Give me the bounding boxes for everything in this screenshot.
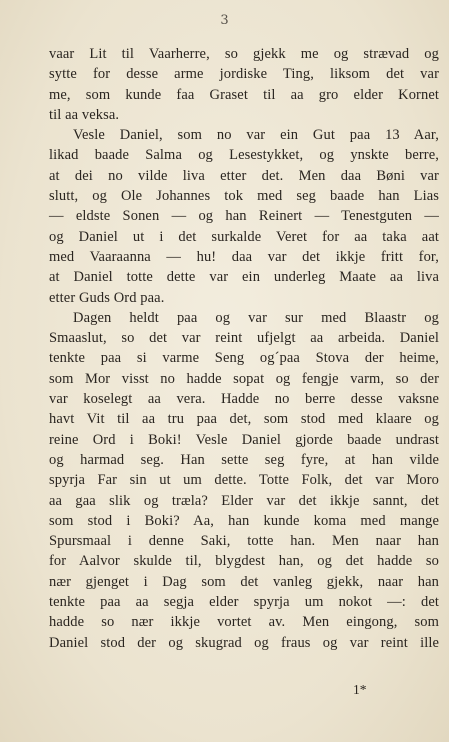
text-line: Dagen heldt paa og var sur med Blaastr og <box>73 309 439 326</box>
text-line: for Aalvor skulde til, blygdest han, og det hadde so <box>49 553 439 570</box>
text-line: likad baade Salma og Lesestykket, og ynskte berre, <box>49 147 439 164</box>
text-line: vaar Lit til Vaarherre, so gjekk me og strævad og <box>49 46 439 62</box>
text-line: spyrja Far sin ut um dette. Totte Folk, det var Moro <box>49 472 439 489</box>
text-line: med Vaaraanna — hu! daa var det ikkje fritt for, <box>49 248 439 265</box>
text-line: og harmad seg. Han sette seg fyre, at han vilde <box>49 451 439 468</box>
text-line: Daniel stod der og skugrad og fraus og var reint ille <box>49 634 439 651</box>
text-line: me, som kunde faa Graset til aa gro elder Kornet <box>49 86 439 103</box>
text-line: og Daniel ut i det surkalde Veret for aa taka aat <box>49 228 439 245</box>
text-line: Spursmaal i denne Saki, totte han. Men naar han <box>49 533 439 550</box>
text-line: — eldste Sonen — og han Reinert — Tenestguten — <box>49 208 439 225</box>
page-number: 3 <box>220 13 229 28</box>
body-text <box>49 44 439 653</box>
text-line: sytte for desse arme jordiske Ting, liksom det var <box>49 66 439 83</box>
text-line: reine Ord i Boki! Vesle Daniel gjorde baade undrast <box>49 431 439 448</box>
text-line: til aa veksa. <box>49 106 120 123</box>
signature-mark: 1* <box>353 682 367 697</box>
text-line: aa gaa slik og træla? Elder var det ikkje sannt, det <box>49 492 439 509</box>
text-line: Vesle Daniel, som no var ein Gut paa 13 Aar, <box>73 127 439 144</box>
text-line: nær gjenget i Dag som det vanleg gjekk, naar han <box>49 573 439 590</box>
text-line: etter Guds Ord paa. <box>49 289 165 306</box>
text-line: at dei no vilde liva etter det. Men daa Bøni var <box>49 167 439 184</box>
text-line: hadde so nær ikkje vortet av. Men eingong, som <box>49 614 439 631</box>
text-line: var koselegt aa vera. Hadde no berre desse vaksne <box>49 391 439 408</box>
text-line: som Mor visst no hadde sopat og fengje varm, so der <box>49 370 439 387</box>
text-line: som stod i Boki? Aa, han kunde koma med mange <box>49 512 439 529</box>
text-line: Smaaslut, so det var reint ufjelgt aa arbeida. Daniel <box>49 330 439 347</box>
text-line: slutt, og Ole Johannes tok med seg baade han Lias <box>49 188 439 205</box>
text-line: tenkte paa aa segja elder spyrja um nokot —: det <box>49 594 439 611</box>
text-line: havt Vit til aa tru paa det, som stod med klaare og <box>49 411 439 428</box>
text-line: at Daniel totte dette var ein underleg Maate aa liva <box>49 269 439 286</box>
text-line: tenkte paa si varme Seng og´paa Stova der heime, <box>49 350 439 367</box>
